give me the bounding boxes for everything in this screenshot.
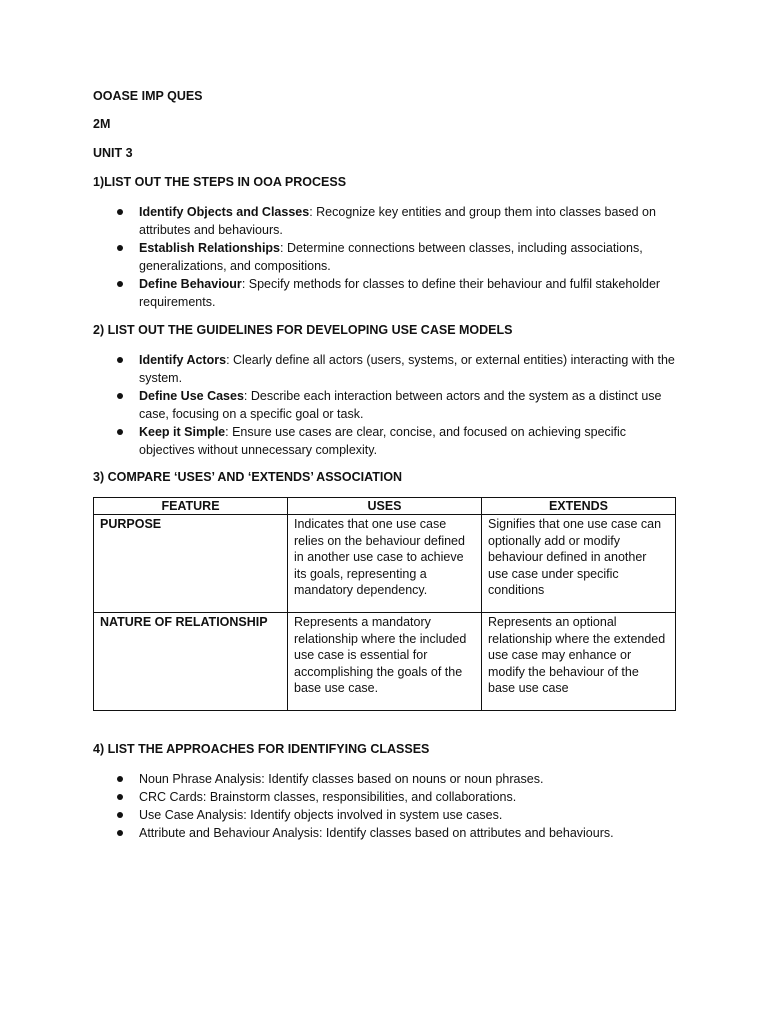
question-4-heading: 4) LIST THE APPROACHES FOR IDENTIFYING CLASSES bbox=[93, 742, 430, 756]
item-term: Identify Objects and Classes bbox=[139, 205, 310, 219]
table-cell: Represents a mandatory relationship where the included use case is essential for accomplishing the goals of the base use case. bbox=[288, 613, 482, 711]
item-text: : Recognize key entities and group them into classes based on attributes and behaviours. bbox=[139, 205, 656, 237]
table-cell: Indicates that one use case relies on the behaviour defined in another use case to achieve its goals, representing a mandatory dependency. bbox=[288, 515, 482, 613]
item-term: Identify Actors bbox=[139, 353, 227, 367]
column-header-feature: FEATURE bbox=[94, 498, 288, 515]
unit-label: UNIT 3 bbox=[93, 146, 133, 160]
item-term: Define Behaviour bbox=[139, 277, 242, 291]
question-3-heading: 3) COMPARE ‘USES’ AND ‘EXTENDS’ ASSOCIATION bbox=[93, 470, 403, 484]
table-cell: Signifies that one use case can optionally add or modify behaviour defined in another use case under specific conditions bbox=[482, 515, 676, 613]
item-text: : Clearly define all actors (users, systems, or external entities) interacting with the system. bbox=[139, 353, 675, 385]
item-text: : Describe each interaction between actors and the system as a distinct use case, focusing on a specific goal or task. bbox=[139, 389, 662, 421]
item-text: : Ensure use cases are clear, concise, and focused on achieving specific objectives without unnecessary complexity. bbox=[139, 425, 627, 457]
question-2-heading: 2) LIST OUT THE GUIDELINES FOR DEVELOPING USE CASE MODELS bbox=[93, 323, 513, 337]
list-item bbox=[93, 387, 683, 423]
list-item: Noun Phrase Analysis: Identify classes based on nouns or noun phrases. bbox=[93, 770, 683, 788]
list-item: Use Case Analysis: Identify objects involved in system use cases. bbox=[93, 806, 683, 824]
column-header-extends: EXTENDS bbox=[482, 498, 676, 515]
item-text: : Determine connections between classes, including associations, generalizations, and compositions. bbox=[139, 241, 643, 273]
list-item bbox=[93, 275, 683, 311]
question-4-list bbox=[93, 770, 683, 842]
column-header-uses: USES bbox=[288, 498, 482, 515]
list-item bbox=[93, 239, 683, 275]
table-cell: Represents an optional relationship where the extended use case may enhance or modify the behaviour of the base use case bbox=[482, 613, 676, 711]
item-term: Define Use Cases bbox=[139, 389, 244, 403]
comparison-table bbox=[93, 497, 676, 711]
list-item bbox=[93, 203, 683, 239]
document-title: OOASE IMP QUES bbox=[93, 89, 203, 103]
item-term: Keep it Simple bbox=[139, 425, 226, 439]
list-item bbox=[93, 423, 683, 459]
table-header-row bbox=[94, 498, 676, 515]
question-2-list bbox=[93, 351, 683, 459]
question-1-heading: 1)LIST OUT THE STEPS IN OOA PROCESS bbox=[93, 175, 347, 189]
item-term: Establish Relationships bbox=[139, 241, 281, 255]
list-item: CRC Cards: Brainstorm classes, responsibilities, and collaborations. bbox=[93, 788, 683, 806]
list-item bbox=[93, 351, 683, 387]
list-item: Attribute and Behaviour Analysis: Identify classes based on attributes and behaviours. bbox=[93, 824, 683, 842]
marks-label: 2M bbox=[93, 117, 111, 131]
row-label: PURPOSE bbox=[94, 515, 288, 613]
table-row bbox=[94, 515, 676, 613]
table-row bbox=[94, 613, 676, 711]
item-text: : Specify methods for classes to define their behaviour and fulfil stakeholder requirements. bbox=[139, 277, 661, 309]
question-1-list bbox=[93, 203, 683, 311]
row-label: NATURE OF RELATIONSHIP bbox=[94, 613, 288, 711]
